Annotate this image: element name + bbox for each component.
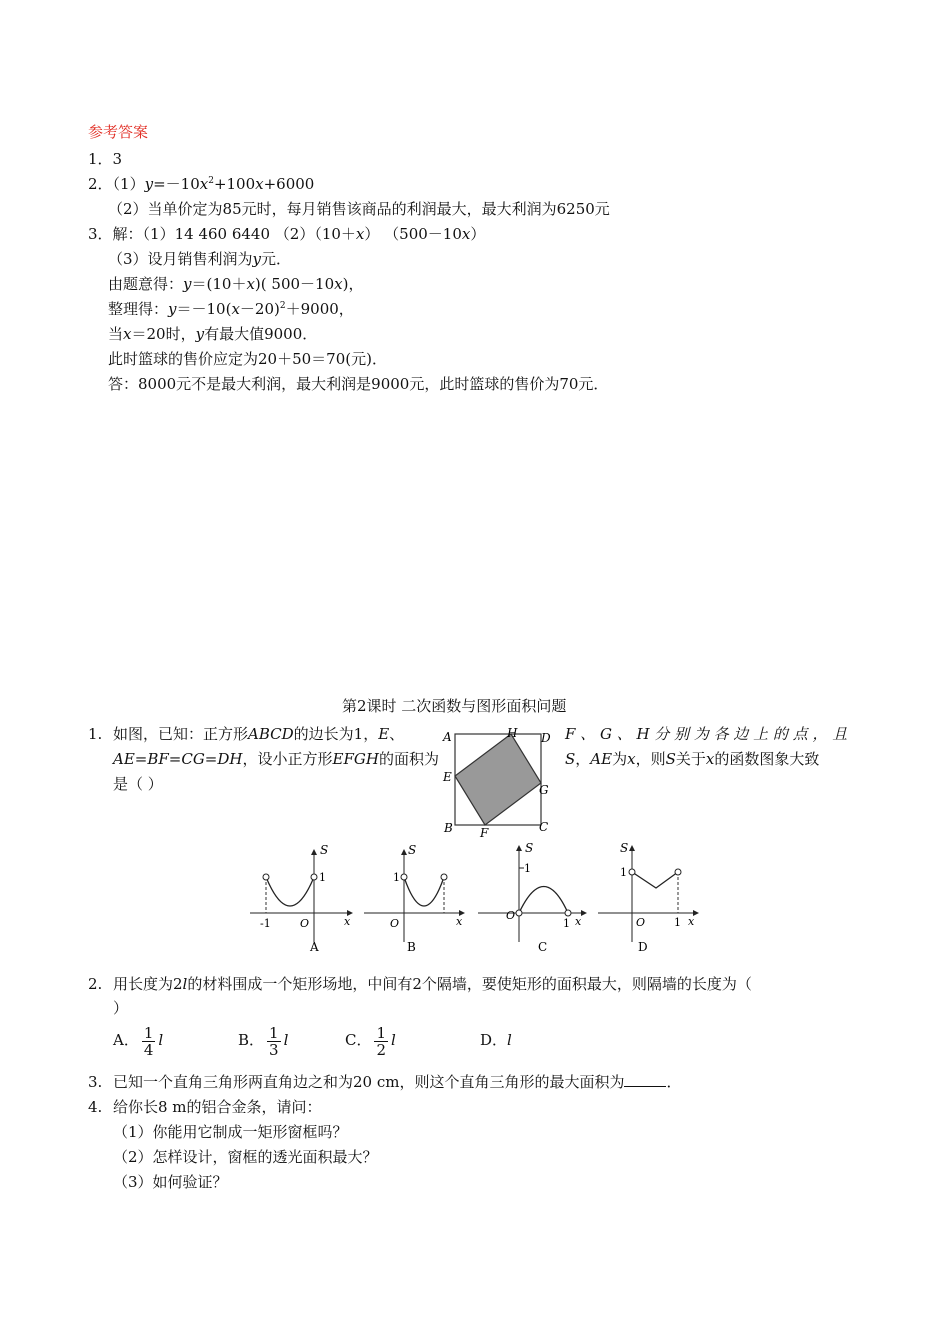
- label-d: D: [541, 731, 551, 745]
- svg-text:S: S: [408, 843, 417, 857]
- svg-text:1: 1: [319, 871, 326, 884]
- answer-3-line6: 此时篮球的售价应定为20＋50＝70(元)．: [108, 350, 387, 368]
- question-2-line1: 用长度为2l的材料围成一个矩形场地，中间有2个隔墙，要使矩形的面积最大，则隔墙的长度为（: [113, 975, 752, 993]
- label-f: F: [480, 826, 489, 840]
- question-2-number: 2.: [88, 975, 103, 993]
- label-g: G: [539, 783, 549, 797]
- label-h: H: [507, 726, 518, 740]
- svg-text:S: S: [620, 841, 629, 855]
- svg-text:S: S: [525, 841, 534, 855]
- label-b: B: [444, 821, 453, 835]
- question-1-line2-right: S，AE为x，则S关于x的函数图象大致: [565, 750, 820, 768]
- label-c: C: [539, 820, 549, 834]
- option-c[interactable]: C． $\frac{1}{2}$ l: [345, 1023, 396, 1059]
- answer-3-line3: 由题意得：y＝(10＋x)( 500－10x)，: [108, 275, 364, 293]
- svg-text:x: x: [688, 915, 695, 928]
- svg-text:1: 1: [674, 916, 681, 929]
- svg-text:A: A: [310, 940, 319, 954]
- inner-square: [455, 734, 541, 825]
- question-4-sub-3: （3）如何验证？: [113, 1173, 228, 1191]
- answer-3-line2: （3）设月销售利润为y元．: [108, 250, 292, 268]
- answer-3-line1: 3．解：（1）14 460 6440 （2）（10＋x） （500－10x）: [88, 225, 486, 243]
- svg-text:S: S: [320, 843, 329, 857]
- answer-blank[interactable]: [624, 1072, 666, 1087]
- question-1-line1-right: F 、 G 、 H 分 别 为 各 边 上 的 点 ， 且: [565, 725, 848, 743]
- svg-text:C: C: [538, 940, 548, 954]
- answer-3-line4: 整理得：$y=-10(x-20)^2+9000$，: [108, 300, 354, 318]
- question-1-line3: 是（ ）: [113, 775, 163, 793]
- label-e: E: [443, 770, 452, 784]
- svg-text:O: O: [636, 916, 646, 929]
- square-figure: [440, 725, 556, 840]
- svg-text:1: 1: [620, 866, 627, 879]
- graph-b: [364, 843, 464, 954]
- question-3-text: 已知一个直角三角形两直角边之和为20 cm，则这个直角三角形的最大面积为 ．: [113, 1073, 682, 1091]
- question-4-sub-1: （1）你能用它制成一矩形窗框吗？: [113, 1123, 348, 1141]
- option-d[interactable]: D．l: [480, 1031, 512, 1049]
- question-4-sub-2: （2）怎样设计，窗框的透光面积最大？: [113, 1148, 378, 1166]
- svg-text:x: x: [344, 915, 351, 928]
- question-2-line2: ）: [113, 999, 129, 1017]
- svg-text:1: 1: [393, 871, 400, 884]
- graph-d: [598, 841, 698, 954]
- answer-2-line1: 2．$(1)y=-10x^2+100x+6000$: [88, 175, 315, 193]
- answer-1: 1．3: [88, 150, 123, 168]
- question-4-number: 4.: [88, 1098, 103, 1116]
- svg-text:1: 1: [524, 862, 531, 875]
- option-a[interactable]: A． $\frac{1}{4}$ l: [113, 1023, 164, 1059]
- lesson-title: 第2课时 二次函数与图形面积问题: [342, 697, 567, 715]
- svg-text:-1: -1: [260, 917, 271, 930]
- svg-text:O: O: [390, 917, 400, 930]
- svg-text:D: D: [638, 940, 648, 954]
- graph-options: [248, 840, 702, 956]
- option-b[interactable]: B． $\frac{1}{3}$ l: [238, 1023, 289, 1059]
- graph-c: [478, 841, 586, 954]
- svg-text:B: B: [407, 940, 416, 954]
- answers-heading: 参考答案: [88, 123, 149, 141]
- svg-text:O: O: [300, 917, 310, 930]
- svg-text:O: O: [506, 909, 516, 922]
- question-1-line1: 如图，已知：正方形ABCD的边长为1，E、: [113, 725, 405, 743]
- svg-text:1: 1: [563, 917, 570, 930]
- answer-2-line2: （2）当单价定为85元时，每月销售该商品的利润最大，最大利润为6250元: [108, 200, 610, 218]
- graph-a: [250, 843, 352, 954]
- label-a: A: [443, 730, 452, 744]
- question-3-number: 3.: [88, 1073, 103, 1091]
- answer-3-line5: 当x＝20时，y有最大值9000．: [108, 325, 318, 343]
- question-4-text: 给你长8 m的铝合金条，请问：: [113, 1098, 322, 1116]
- svg-text:x: x: [456, 915, 463, 928]
- question-1-line2: AE=BF=CG=DH，设小正方形EFGH的面积为: [113, 750, 439, 768]
- question-1-number: 1.: [88, 725, 103, 743]
- answer-3-line7: 答：8000元不是最大利润，最大利润是9000元，此时篮球的售价为70元．: [108, 375, 609, 393]
- svg-text:x: x: [575, 915, 582, 928]
